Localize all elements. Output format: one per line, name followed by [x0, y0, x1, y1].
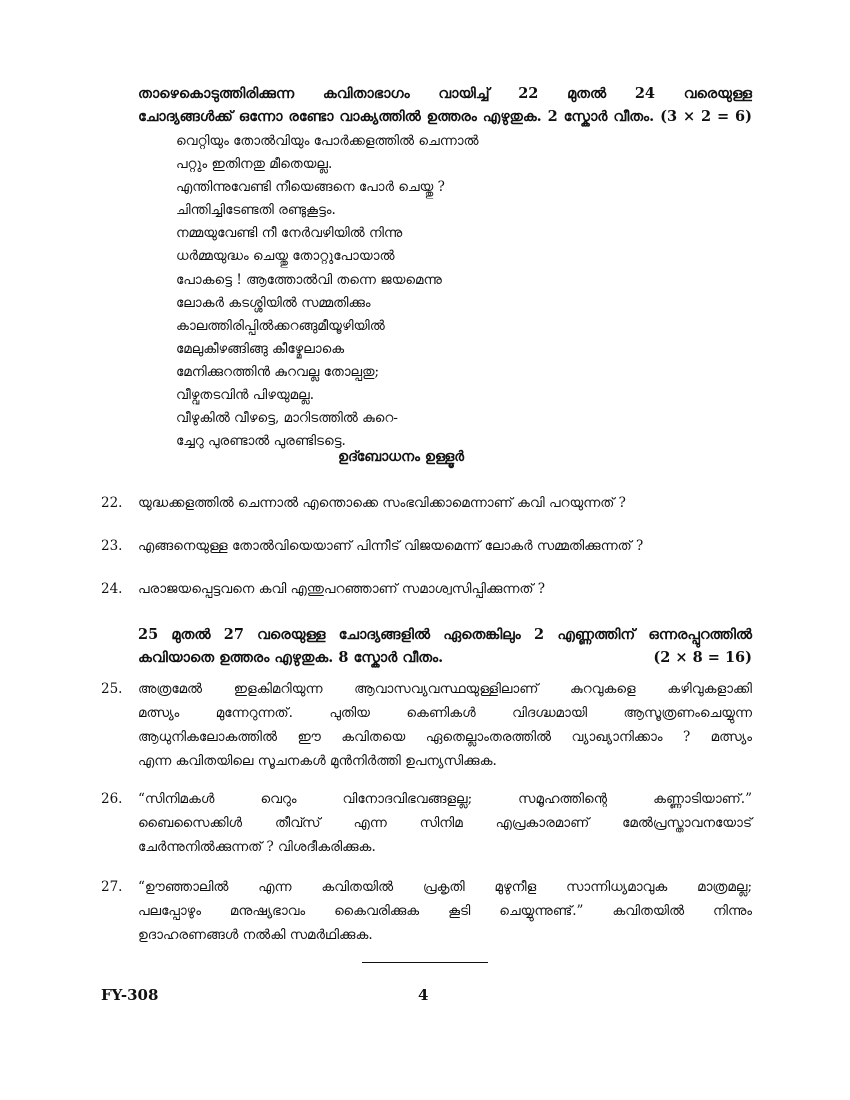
question-line: ആധുനികലോകത്തിൽ ഈ കവിതയെ ഏതെല്ലാംതരത്തിൽ വ്യാഖ്യാനിക്കാം ? മത്സ്യം: [138, 729, 752, 745]
footer-code: FY-308: [101, 986, 159, 1004]
question-25: [101, 677, 752, 773]
section2-instruction-row: [138, 646, 752, 669]
poem-line: വീഴുകിൽ വീഴട്ടെ, മാറിടത്തിൽ കുറെ-: [176, 410, 398, 427]
question-line: ബൈസൈക്കിൾ തീവ്സ് എന്ന സിനിമ എപ്രകാരമാണ് മേൽപ്രസ്താവനയോട്: [138, 815, 752, 831]
poem-line: വീഴ്വതടവിൻ പിഴയുമല്ല.: [176, 387, 314, 404]
section1-instruction-line2: ചോദ്യങ്ങൾക്ക് ഒന്നോ രണ്ടോ വാക്യത്തിൽ ഉത്തരം എഴുതുക. 2 സ്കോർ വീതം. (3 × 2 = 6): [138, 108, 752, 125]
section2-instruction: [138, 623, 752, 669]
question-number: 22.: [101, 495, 123, 511]
section2-marks: (2 × 8 = 16): [653, 649, 752, 666]
question-line: മത്സ്യം മുന്നേറുന്നത്. പുതിയ കെണികൾ വിദഗ്ദ്ധമായി ആസൂത്രണംചെയ്യുന്ന: [138, 705, 752, 721]
question-number: 27.: [101, 879, 123, 895]
poem-excerpt: [176, 130, 479, 453]
poem-author: ഉദ്ബോധനം ഉള്ളൂർ: [338, 449, 465, 465]
question-23: [101, 534, 752, 558]
question-number: 25.: [101, 681, 123, 697]
section1-instruction: [138, 82, 752, 128]
question-number: 26.: [101, 791, 123, 807]
footer-page-number: 4: [418, 986, 429, 1004]
question-text: [138, 875, 752, 947]
question-text: എങ്ങനെയുള്ള തോൽവിയെയാണ് പിന്നീട് വിജയമെന്ന് ലോകർ സമ്മതിക്കുന്നത് ?: [138, 538, 644, 554]
poem-line: നമ്മയുവേണ്ടി നീ നേർവഴിയിൽ നിന്നു: [176, 225, 403, 242]
question-line: എന്ന കവിതയിലെ സൂചനകൾ മുൻനിർത്തി ഉപന്യസിക്കുക.: [138, 753, 497, 769]
question-26: [101, 787, 752, 859]
question-line: “ഊഞ്ഞാലിൽ എന്ന കവിതയിൽ പ്രകൃതി മുഴുനീള സാന്നിധ്യമാവുക മാത്രമല്ല;: [138, 879, 752, 895]
section2-instruction-line1: 25 മുതൽ 27 വരെയുള്ള ചോദ്യങ്ങളിൽ ഏതെങ്കിലും 2 എണ്ണത്തിന് ഒന്നരപ്പുറത്തിൽ: [138, 626, 752, 643]
poem-line: ചിന്തിച്ചിടേണ്ടതി രണ്ടുകൂട്ടം.: [176, 202, 336, 219]
poem-line: ലോകർ കടശ്ശിയിൽ സമ്മതിക്കും: [176, 294, 371, 311]
question-text: പരാജയപ്പെട്ടവനെ കവി എന്തുപറഞ്ഞാണ് സമാശ്വസിപ്പിക്കുന്നത് ?: [138, 581, 546, 597]
end-separator: [362, 962, 488, 963]
section2-instruction-line2: കവിയാതെ ഉത്തരം എഴുതുക. 8 സ്കോർ വീതം.: [138, 649, 444, 666]
poem-line: വെറ്റിയും തോൽവിയും പോർക്കളത്തിൽ ചെന്നാൽ: [176, 133, 479, 149]
poem-line: ധർമ്മയുദ്ധം ചെയ്തു തോറ്റുപോയാൽ: [176, 248, 395, 265]
poem-line: പോകട്ടെ ! ആത്തോൽവി തന്നെ ജയമെന്നു: [176, 271, 442, 288]
poem-line: മേലുകീഴങ്ങിങ്ങു കീഴ്മേലാകെ: [176, 340, 345, 357]
question-line: അത്രമേൽ ഇളകിമറിയുന്ന ആവാസവ്യവസ്ഥയുള്ളിലാണ് കുറവുകളെ കഴിവുകളാക്കി: [138, 681, 752, 697]
poem-line: ച്ചേറു പുരണ്ടാൽ പുരണ്ടിടട്ടെ.: [176, 433, 346, 450]
poem-line: എന്തിന്നുവേണ്ടി നീയെങ്ങനെ പോർ ചെയ്തു ?: [176, 179, 445, 196]
question-24: [101, 577, 752, 601]
question-22: [101, 491, 752, 515]
poem-line: മേനിക്കുറത്തിൻ കുറവല്ല തോല്പതു;: [176, 363, 380, 380]
question-line: പലപ്പോഴും മനുഷ്യഭാവം കൈവരിക്കുക കൂടി ചെയ്യുന്നുണ്ട്.” കവിതയിൽ നിന്നും: [138, 903, 752, 919]
question-line: ഉദാഹരണങ്ങൾ നൽകി സമർഥിക്കുക.: [138, 927, 373, 943]
question-line: “സിനിമകൾ വെറും വിനോദവിഭവങ്ങളല്ല; സമൂഹത്തിന്റെ കണ്ണാടിയാണ്.”: [138, 791, 752, 807]
question-27: [101, 875, 752, 947]
question-number: 23.: [101, 538, 123, 554]
question-text: യുദ്ധക്കളത്തിൽ ചെന്നാൽ എന്തൊക്കെ സംഭവിക്കാമെന്നാണ് കവി പറയുന്നത് ?: [138, 495, 626, 511]
question-text: [138, 787, 752, 859]
section1-instruction-line1: താഴെകൊടുത്തിരിക്കുന്ന കവിതാഭാഗം വായിച്ച് 22 മുതൽ 24 വരെയുള്ള: [138, 85, 752, 102]
question-text: [138, 677, 752, 773]
question-number: 24.: [101, 581, 123, 597]
poem-line: കാലത്തിരിപ്പിൽക്കറങ്ങുമീയൂഴിയിൽ: [176, 317, 385, 334]
question-line: ചേർന്നുനിൽക്കുന്നത് ? വിശദീകരിക്കുക.: [138, 839, 376, 855]
poem-line: പറ്റും ഇതിനതു മീതെയല്ല.: [176, 156, 333, 173]
